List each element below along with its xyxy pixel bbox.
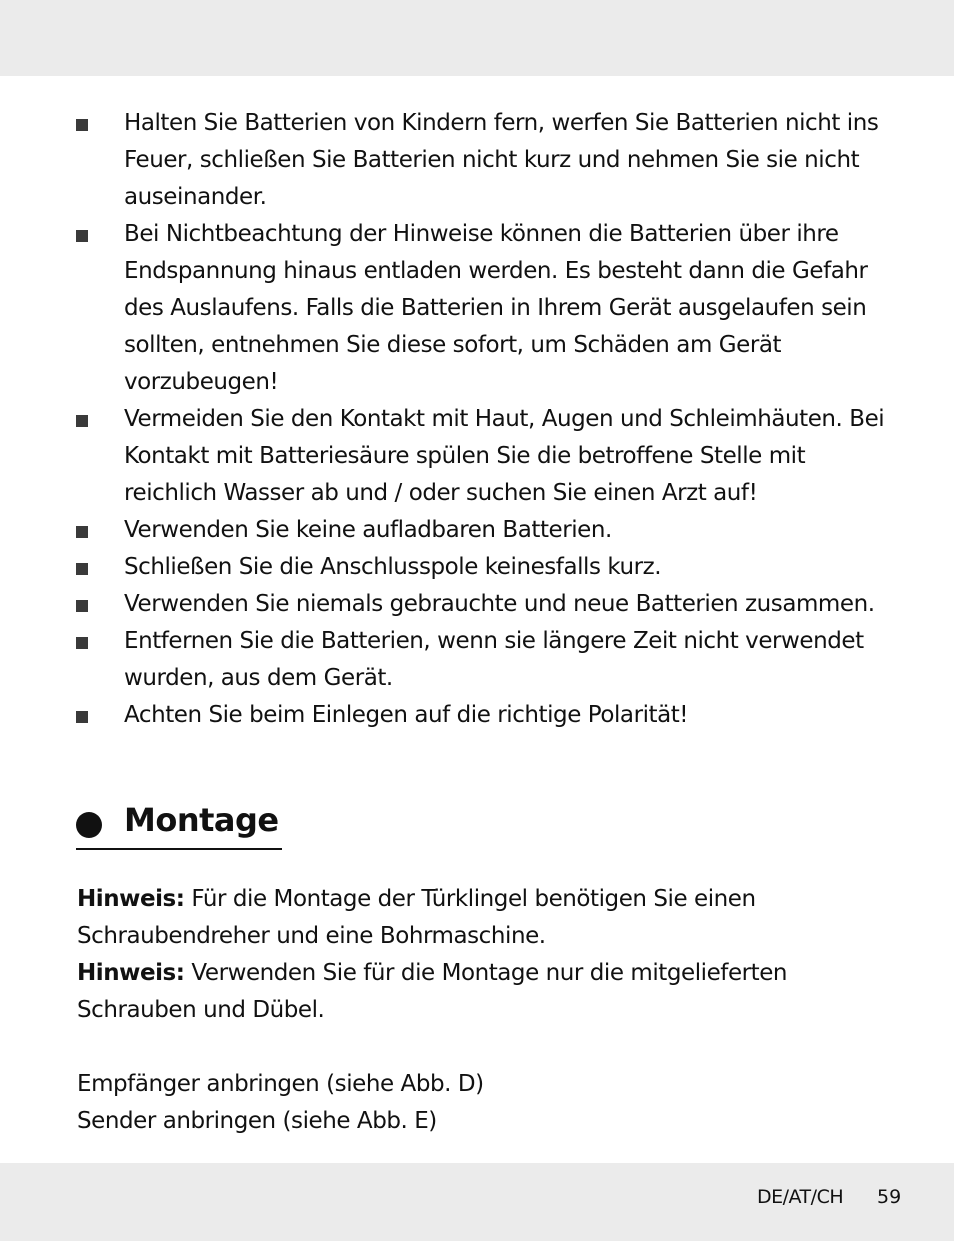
note-paragraph	[77, 881, 877, 955]
note-text: Für die Montage der Türklingel benötigen Sie einen Schraubendreher und eine Bohrmaschine.	[77, 886, 756, 949]
square-bullet-icon	[76, 563, 88, 575]
square-bullet-icon	[76, 637, 88, 649]
square-bullet-icon	[76, 119, 88, 131]
list-item	[76, 512, 886, 549]
square-bullet-icon	[76, 711, 88, 723]
list-item-text: Verwenden Sie niemals gebrauchte und neue Batterien zusammen.	[124, 591, 875, 617]
step-line: Sender anbringen (siehe Abb. E)	[77, 1108, 437, 1134]
square-bullet-icon	[76, 526, 88, 538]
section-heading	[76, 800, 282, 850]
list-item-text: Schließen Sie die Anschlusspole keinesfalls kurz.	[124, 554, 662, 580]
footer-region-label: DE/AT/CH	[757, 1186, 844, 1208]
mounting-steps	[77, 1066, 877, 1140]
square-bullet-icon	[76, 600, 88, 612]
note-label: Hinweis:	[77, 886, 185, 912]
battery-safety-list	[76, 105, 886, 734]
list-item-text: Entfernen Sie die Batterien, wenn sie längere Zeit nicht verwendet wurden, aus dem Gerät.	[124, 628, 864, 691]
note-text: Verwenden Sie für die Montage nur die mitgelieferten Schrauben und Dübel.	[77, 960, 788, 1023]
square-bullet-icon	[76, 230, 88, 242]
list-item-text: Achten Sie beim Einlegen auf die richtige Polarität!	[124, 702, 689, 728]
list-item-text: Bei Nichtbeachtung der Hinweise können die Batterien über ihre Endspannung hinaus entladen werden. Es besteht dann die Gefahr des Auslaufens. Falls die Batterien in Ihrem Gerät ausgelaufen sein sollten, entnehmen Sie diese sofort, um Schäden am Gerät vorzubeugen!	[124, 221, 868, 395]
page-header-band	[0, 0, 954, 76]
section-title: Montage	[124, 801, 279, 839]
list-item	[76, 401, 886, 512]
note-label: Hinweis:	[77, 960, 185, 986]
list-item	[76, 549, 886, 586]
list-item-text: Halten Sie Batterien von Kindern fern, werfen Sie Batterien nicht ins Feuer, schließen Sie Batterien nicht kurz und nehmen Sie sie nicht auseinander.	[124, 110, 879, 210]
square-bullet-icon	[76, 415, 88, 427]
list-item-text: Verwenden Sie keine aufladbaren Batterien.	[124, 517, 612, 543]
page-number: 59	[877, 1186, 902, 1208]
list-item	[76, 697, 886, 734]
list-item-text: Vermeiden Sie den Kontakt mit Haut, Augen und Schleimhäuten. Bei Kontakt mit Batteriesäure spülen Sie die betroffene Stelle mit reichlich Wasser ab und / oder suchen Sie einen Arzt auf!	[124, 406, 885, 506]
list-item	[76, 623, 886, 697]
notes-block	[77, 881, 877, 1029]
list-item	[76, 216, 886, 401]
list-item	[76, 586, 886, 623]
circle-bullet-icon	[76, 812, 102, 838]
note-paragraph	[77, 955, 877, 1029]
step-line: Empfänger anbringen (siehe Abb. D)	[77, 1071, 484, 1097]
list-item	[76, 105, 886, 216]
